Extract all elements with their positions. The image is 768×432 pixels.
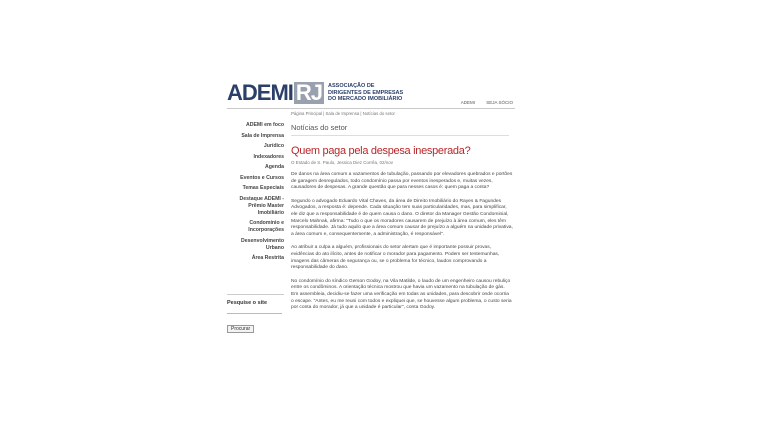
logo-wordmark: ADEMI — [227, 80, 293, 105]
sidebar-item-desenvolvimento-urbano[interactable]: Desenvolvimento Urbano — [241, 237, 284, 251]
article-paragraph: De danos na área comum a vazamentos de tubulação, passando por elevadores quebrados e portões de garagem desregulados, todo condomínio passa por eventos inesperados e, muitas vezes, causadores de despesas. A grande questão que para nesses casos é: quem paga a conta? — [291, 172, 513, 191]
sidebar-item-indexadores[interactable]: Indexadores — [253, 153, 284, 160]
sidebar-item-eventos-e-cursos[interactable]: Eventos e Cursos — [240, 174, 284, 181]
search-label: Pesquise o site — [227, 300, 268, 306]
ademi-logo[interactable] — [227, 82, 403, 104]
sidebar-item-area-restrita[interactable]: Área Restrita — [251, 255, 284, 261]
logo-tagline — [328, 83, 403, 103]
nav-link-seja-socio[interactable]: SEJA SÓCIO — [486, 100, 513, 105]
article-source: O Estado de S. Paulo, Jessica Diez Corrêa, 02/nov — [291, 160, 394, 165]
logo-suffix: RJ — [295, 80, 323, 105]
article-paragraph: Ao atribuir a culpa a alguém, profissionais do setor alertam que é importante possuir provas, evidências do ato ilícito, antes de notificar o morador para pagamento. Podem ser testemunhas, imagens das câmeras de segurança ou, se o problema for técnico, laudos comprovando a responsabilidade do dano. — [291, 245, 500, 271]
sidebar-item-temas-especiais[interactable]: Temas Especiais — [242, 185, 284, 191]
page-container — [227, 70, 515, 410]
sidebar-item-agenda[interactable]: Agenda — [264, 164, 284, 170]
section-divider — [291, 135, 509, 136]
article-body — [291, 172, 513, 312]
sidebar-item-juridico[interactable]: Jurídico — [263, 143, 284, 149]
logo-tagline-line-1: ASSOCIAÇÃO DE — [328, 83, 375, 90]
search-button[interactable]: Procurar — [227, 325, 254, 333]
search-divider — [227, 294, 284, 295]
search-input[interactable] — [227, 308, 282, 314]
top-nav — [451, 100, 513, 105]
header-divider — [227, 108, 515, 109]
nav-link-ademi[interactable]: ADEMI — [460, 100, 475, 105]
section-title: Notícias do setor — [291, 123, 348, 132]
article-paragraph: Segundo o advogado Eduardo Vital Chaves, da área de Direito Imobiliário do Rayes & Fagundes Advogados, a resposta é: depende. Cada situação tem suas particularidades, mas, para simplificar, ele diz que a responsabilidade é de quem causa o dano. O diretor da Manager Gestão Condominial, Marcelo Mahnak, afirma: "Tudo o que os moradores causarem de prejuízo à área comum, eles têm responsabilidade. Já tudo aquilo que a área comum causar de prejuízo a alguém na unidade privativa, a área comum e, consequentemente, a administração, é responsável". — [291, 198, 513, 237]
logo-tagline-line-3: DO MERCADO IMOBILIÁRIO — [328, 96, 403, 103]
sidebar-item-condominio[interactable]: Condomínio e Incorporações — [248, 220, 284, 233]
sidebar-item-sala-de-imprensa[interactable]: Sala de Imprensa — [241, 132, 284, 139]
sidebar-nav — [227, 122, 284, 266]
article-paragraph: No condomínio do síndico Gerson Godoy, na Vila Matilde, o laudo de um engenheiro causou rebuliço entre os condôminos. A orientação técnica mostrou que havia um vazamento na tubulação de gás. Em assembleia, decidiu-se fazer uma verificação em todas as unidades, para descobrir onde ocorria o escape. "Antes, eu me reuni com todos e expliquei que, se houvesse algum problema, o custo seria por conta do morador, já que a unidade é particular", conta Godoy. — [291, 278, 512, 311]
logo-tagline-line-2: DIRIGENTES DE EMPRESAS — [328, 89, 404, 96]
sidebar-item-ademi-em-foco[interactable]: ADEMI em foco — [245, 122, 284, 128]
main-content — [291, 111, 513, 317]
sidebar-item-destaque-ademi[interactable]: Destaque ADEMI - Prêmio Master Imobiliário — [239, 195, 284, 216]
article-title: Quem paga pela despesa inesperada? — [291, 145, 471, 157]
breadcrumb[interactable]: Página Principal | Sala de Imprensa | Notícias do setor — [291, 111, 395, 116]
site-search — [227, 294, 284, 335]
